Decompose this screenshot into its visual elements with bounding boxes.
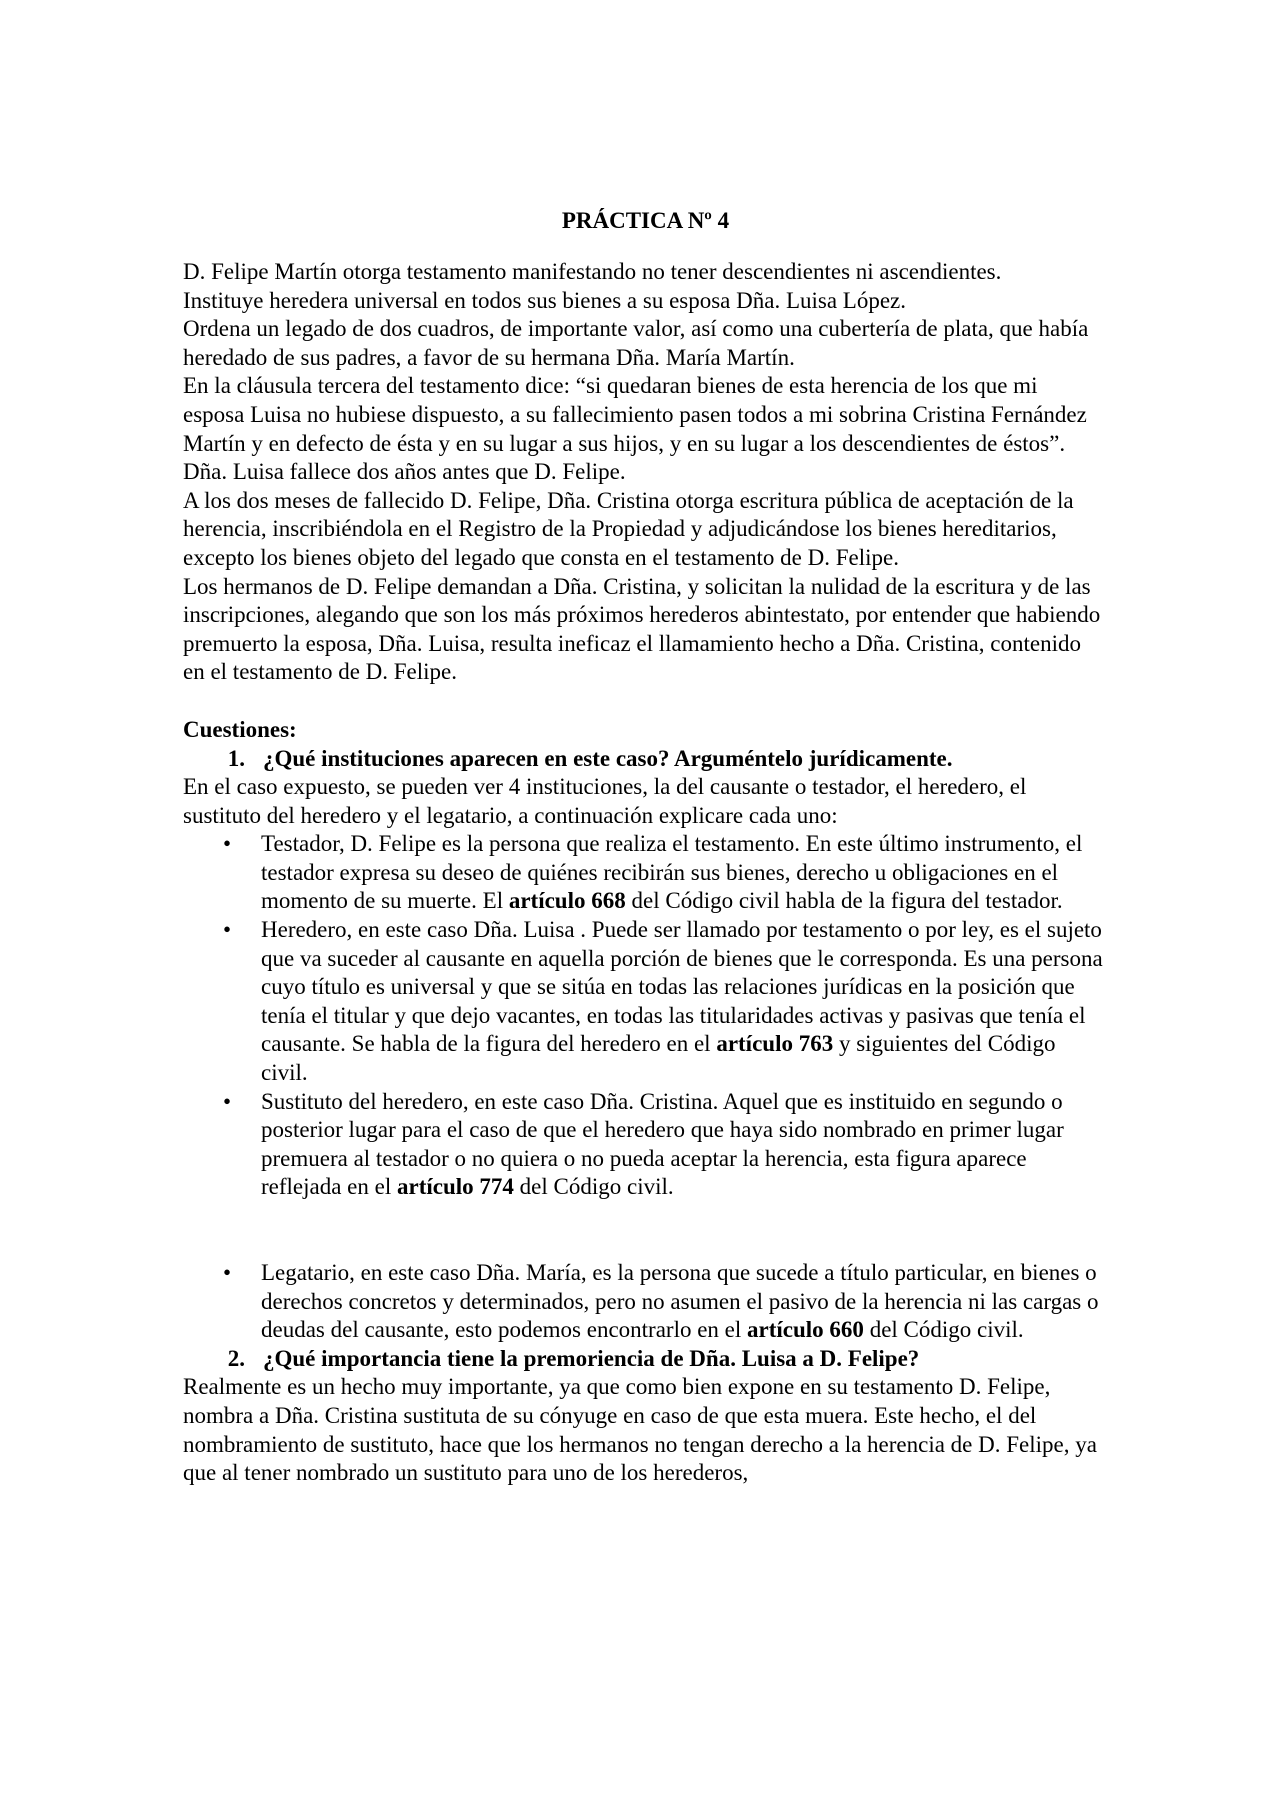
question-text: ¿Qué instituciones aparecen en este caso? Arguméntelo jurídicamente. bbox=[263, 745, 953, 771]
case-paragraph: En la cláusula tercera del testamento dice: “si quedaran bienes de esta herencia de los que mi esposa Luisa no hubiese dispuesto, a su fallecimiento pasen todos a mi sobrina Cristina Fernández Martín y en defecto de ésta y en su lugar a sus hijos, y en su lugar a los descendientes de éstos”. bbox=[183, 373, 1087, 456]
article-reference: artículo 774 bbox=[397, 1174, 514, 1200]
bullet-icon: • bbox=[223, 917, 232, 943]
article-reference: artículo 668 bbox=[508, 888, 626, 914]
document-title: PRÁCTICA Nº 4 bbox=[561, 208, 730, 233]
article-reference: artículo 763 bbox=[716, 1031, 834, 1057]
list-item: • Testador, D. Felipe es la persona que realiza el testamento. En este último instrumento, el testador expresa su deseo de quiénes recibirán sus bienes, derecho u obligaciones en el momento de su muerte. El artículo 668 del Código civil habla de la figura del testador. bbox=[223, 831, 1083, 914]
question-2 bbox=[183, 1345, 1103, 1374]
answer-paragraph: Realmente es un hecho muy importante, ya que como bien expone en su testamento D. Felipe, nombra a Dña. Cristina sustituta de su cónyuge en caso de que esta muera. Este hecho, el del nombramiento de sustituto, hace que los hermanos no tengan derecho a la herencia de D. Felipe, ya que al tener nombrado un sustituto para uno de los herederos, bbox=[183, 1374, 1097, 1486]
question-text: ¿Qué importancia tiene la premoriencia de Dña. Luisa a D. Felipe? bbox=[263, 1345, 920, 1371]
article-reference: artículo 660 bbox=[747, 1317, 864, 1343]
cuestiones-heading: Cuestiones: bbox=[183, 716, 297, 742]
question-1 bbox=[183, 745, 1103, 774]
bullet-icon: • bbox=[223, 1088, 232, 1114]
list-item: • Heredero, en este caso Dña. Luisa . Puede ser llamado por testamento o por ley, es el sujeto que va suceder al causante en aquella porción de bienes que le corresponda. Es una persona cuyo título es universal y que se sitúa en todas las relaciones jurídicas en la posición que tenía el titular y que dejo vacantes, en todas las titularidades activas y pasivas que tenía el causante. Se habla de la figura del heredero en el artículo 763 y siguientes del Código civil. bbox=[223, 917, 1103, 1086]
institutions-list bbox=[183, 830, 1103, 1345]
case-paragraph: Dña. Luisa fallece dos años antes que D. Felipe. bbox=[183, 459, 626, 485]
case-paragraph: Instituye heredera universal en todos sus bienes a su esposa Dña. Luisa López. bbox=[183, 287, 907, 313]
bullet-icon: • bbox=[223, 1260, 232, 1285]
case-paragraph: Los hermanos de D. Felipe demandan a Dña. Cristina, y solicitan la nulidad de la escritura y de las inscripciones, alegando que son los más próximos herederos abintestato, por entender que habiendo premuerto la esposa, Dña. Luisa, resulta ineficaz el llamamiento hecho a Dña. Cristina, contenido en el testamento de D. Felipe. bbox=[183, 573, 1101, 685]
case-paragraph: Ordena un legado de dos cuadros, de importante valor, así como una cubertería de plata, que había heredado de sus padres, a favor de su hermana Dña. María Martín. bbox=[183, 316, 1089, 370]
case-paragraph: D. Felipe Martín otorga testamento manifestando no tener descendientes ni ascendientes. bbox=[183, 259, 1002, 284]
answer-intro: En el caso expuesto, se pueden ver 4 instituciones, la del causante o testador, el heredero, el sustituto del heredero y el legatario, a continuación explicare cada uno: bbox=[183, 774, 1027, 828]
list-item: • Legatario, en este caso Dña. María, es la persona que sucede a título particular, en bienes o derechos concretos y determinados, pero no asumen el pasivo de la herencia ni las cargas o deudas del causante, esto podemos encontrarlo en el artículo 660 del Código civil. bbox=[223, 1260, 1099, 1343]
case-paragraph: A los dos meses de fallecido D. Felipe, Dña. Cristina otorga escritura pública de aceptación de la herencia, inscribiéndola en el Registro de la Propiedad y adjudicándose los bienes hereditarios, excepto los bienes objeto del legado que consta en el testamento de D. Felipe. bbox=[183, 487, 1074, 570]
list-item: • Sustituto del heredero, en este caso Dña. Cristina. Aquel que es instituido en segundo o posterior lugar para el caso de que el heredero que haya sido nombrado en primer lugar premuera al testador o no quiera o no pueda aceptar la herencia, esta figura aparece reflejada en el artículo 774 del Código civil. bbox=[223, 1088, 1064, 1200]
question-number: 1. bbox=[227, 745, 245, 771]
case-statement bbox=[183, 258, 1103, 687]
document-body bbox=[183, 207, 1103, 1488]
bullet-icon: • bbox=[223, 831, 232, 857]
question-number: 2. bbox=[227, 1345, 245, 1371]
